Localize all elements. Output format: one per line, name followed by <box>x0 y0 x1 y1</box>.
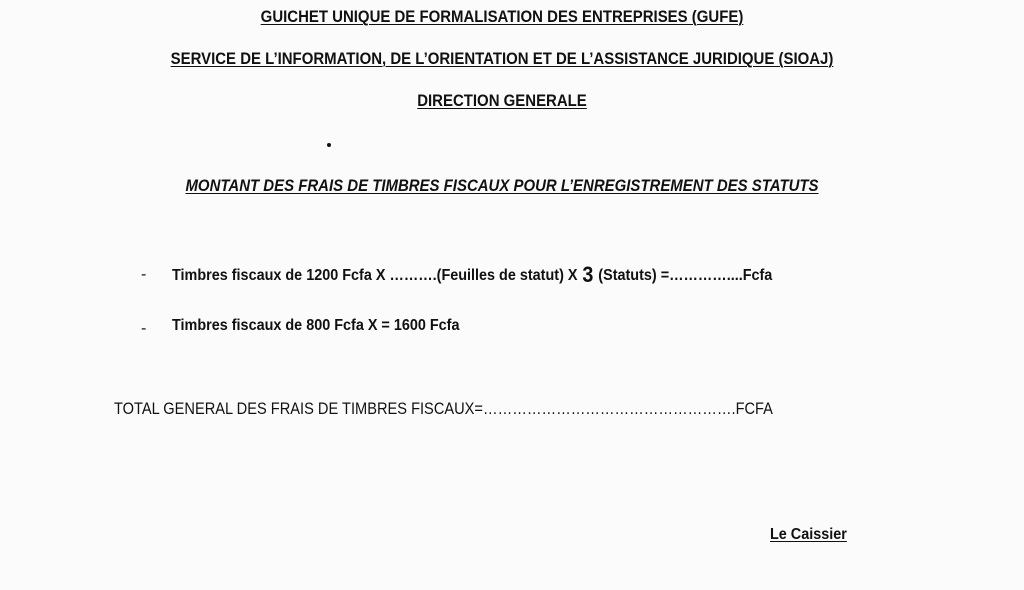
statuts-count: 3 <box>582 262 594 287</box>
fee-item-1200-end: (Statuts) =…………....Fcfa <box>594 267 773 284</box>
total-line: TOTAL GENERAL DES FRAIS DE TIMBRES FISCAUX=…………………………………………….FCFA <box>114 399 773 418</box>
fee-item-1200-start: Timbres fiscaux de 1200 Fcfa X ……….(Feuilles de statut) X <box>172 267 582 284</box>
header-direction: DIRECTION GENERALE <box>417 91 587 110</box>
fee-item-800: Timbres fiscaux de 800 Fcfa X = 1600 Fcfa <box>172 317 460 334</box>
header-gufe: GUICHET UNIQUE DE FORMALISATION DES ENTREPRISES (GUFE) <box>260 7 744 26</box>
header-sioaj: SERVICE DE L’INFORMATION, DE L’ORIENTATION ET DE L’ASSISTANCE JURIDIQUE (SIOAJ) <box>170 49 834 68</box>
decorative-dot <box>327 143 331 147</box>
fee-item-1200 <box>172 264 772 286</box>
list-bullet: - <box>141 320 147 337</box>
cashier-signature-label: Le Caissier <box>770 526 847 543</box>
list-bullet: - <box>141 266 147 283</box>
document-title: MONTANT DES FRAIS DE TIMBRES FISCAUX POUR L’ENREGISTREMENT DES STATUTS <box>185 176 819 195</box>
